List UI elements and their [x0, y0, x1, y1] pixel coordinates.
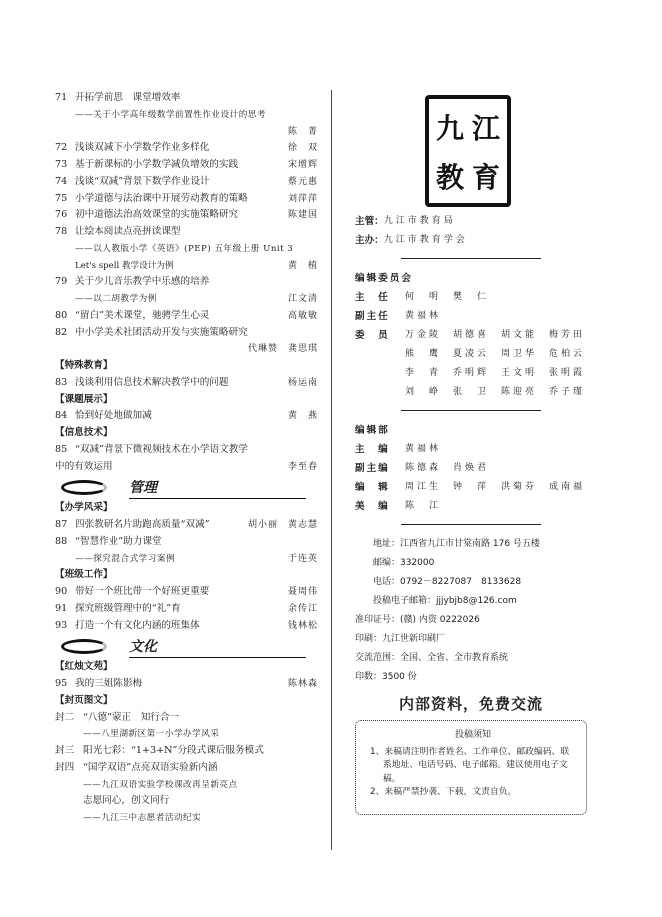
article-title: 中的有效运用: [55, 460, 113, 472]
article-author: 宋增辉: [287, 160, 318, 170]
member-names: 陈 江: [405, 501, 442, 511]
toc-row: [55, 107, 318, 124]
page-number: 90: [55, 586, 68, 597]
page-number: 88: [55, 535, 68, 547]
article-author: 陈林森: [287, 679, 318, 689]
toc-row: [55, 425, 318, 442]
article-author: 江文清: [287, 294, 318, 304]
seal-char: 育: [471, 160, 500, 194]
article-title: 恰到好处地做加减: [75, 410, 152, 422]
page-number: 79: [55, 276, 68, 288]
article-author: 代琳赞 龚思琪: [247, 344, 318, 355]
role-label: [355, 383, 405, 402]
article-title: “国学双语”点亮双语实验新内涵: [83, 761, 218, 773]
article-author: 高敏敏: [287, 310, 318, 321]
notice-title: 投稿须知: [454, 730, 491, 740]
toc-row: [55, 341, 318, 358]
page-number: 76: [55, 209, 68, 221]
member-names: 陈德森 肖焕君: [405, 463, 490, 473]
article-author: 陈 菁: [287, 126, 318, 137]
article-title: 浅谈利用信息技术解决教学中的问题: [75, 376, 229, 388]
page-number: 85: [55, 443, 68, 455]
article-title: 基于新课标的小学数学减负增效的实践: [75, 159, 239, 170]
ellipse-icon: [61, 639, 107, 654]
dept-row: [355, 440, 587, 459]
category-label: 【封页图文】: [55, 694, 113, 706]
dept-row: [355, 497, 587, 516]
article-author: 余传江: [287, 603, 318, 614]
page-number: 80: [55, 309, 68, 321]
toc-row: [55, 274, 318, 291]
toc-row: [55, 584, 318, 601]
contact-line: 地址：江西省九江市甘棠南路 176 号五楼: [373, 539, 540, 549]
page-number: 82: [55, 326, 68, 338]
role-label: 副主任: [355, 311, 390, 322]
page-number: 93: [55, 619, 68, 631]
article-title: “双减”背景下微视频技术在小学语文教学: [75, 443, 248, 455]
article-author: 黄 燕: [287, 411, 318, 422]
article-author: 杨运南: [287, 377, 318, 388]
article-author: 徐 双: [287, 143, 318, 154]
role-label: [355, 345, 405, 364]
committee-row: [355, 364, 587, 383]
submission-notice: [355, 720, 587, 815]
member-names: 李 青 乔明辉 王文明 张明霞: [405, 368, 586, 378]
toc-row: [55, 601, 318, 618]
article-title: 让绘本阅读点亮拼读课型: [75, 226, 181, 237]
page-number: 83: [55, 376, 68, 388]
category-label: 【红烛文苑】: [55, 661, 113, 673]
toc-row: [55, 408, 318, 425]
toc-row: [55, 375, 318, 392]
section-band-32: [55, 634, 318, 659]
role-label: 副主编: [355, 463, 390, 474]
article-title: ——探究混合式学习案例: [75, 553, 176, 564]
category-label: 【特殊教育】: [55, 360, 113, 371]
article-title: 志愿同心，创文同行: [83, 795, 170, 807]
sponsor-row: 主管： 九江市教育局: [355, 216, 456, 227]
committee-row: [355, 307, 587, 326]
article-title: 打造一个有文化内涵的班集体: [75, 619, 200, 631]
article-title: 中小学美术社团活动开发与实施策略研究: [75, 326, 248, 338]
seal-char: 江: [471, 111, 500, 145]
contact-line: 投稿电子邮箱：jjjybjb8@126.com: [373, 596, 517, 606]
committee-row: [355, 345, 587, 364]
toc-row: [55, 124, 318, 141]
toc-row: [55, 710, 318, 727]
role-label: [355, 364, 405, 383]
seal-char: 九: [435, 111, 464, 145]
toc-row: [55, 693, 318, 710]
page-number: 75: [55, 192, 68, 204]
dept-row: [355, 478, 587, 497]
print-info-line: 印数：3500 份: [355, 672, 417, 682]
rule: [401, 258, 541, 259]
committee-title: 编辑委员会: [355, 273, 413, 284]
toc-row: [55, 551, 318, 568]
category-label: 【办学风采】: [55, 502, 113, 514]
article-title: ——九江三中志愿者活动纪实: [83, 813, 202, 823]
page-number: 72: [55, 142, 68, 154]
toc-row: [55, 358, 318, 375]
page-number: 封二: [55, 711, 75, 723]
section-heading: 管理: [129, 477, 306, 499]
toc-row: [55, 157, 318, 174]
toc-row: [55, 325, 318, 342]
toc-row: [55, 676, 318, 693]
page-number: 95: [55, 678, 68, 689]
article-title: ——以二胡教学为例: [75, 294, 157, 304]
toc-row: [55, 777, 318, 794]
section-heading: 文化: [129, 636, 306, 658]
seal-char: 教: [435, 160, 464, 194]
toc-row: [55, 207, 318, 224]
article-title: 浅谈“双减”背景下数学作业设计: [75, 175, 210, 187]
article-author: 于连英: [287, 553, 318, 564]
member-names: 熊 鹰 夏凌云 周卫华 危柏云: [405, 349, 586, 359]
masthead: [355, 212, 587, 815]
article-author: 钱林松: [287, 620, 318, 631]
article-title: “八德”蒙正 知行合一: [83, 711, 180, 723]
notice-item: 2、来稿严禁抄袭、下载，文责自负。: [370, 787, 517, 797]
toc-row: [55, 241, 318, 258]
article-title: ——以人教版小学《英语》(PEP) 五年级上册 Unit 3: [75, 243, 294, 254]
toc-row: [55, 224, 318, 241]
toc-row: [55, 743, 318, 760]
role-label: 主 任: [355, 292, 390, 303]
role-label: 主 编: [355, 444, 390, 455]
article-title: ——关于小学高年级数学前置性作业设计的思考: [75, 109, 266, 120]
article-title: ——八里湖新区第一小学办学风采: [83, 729, 220, 740]
toc-row: [55, 291, 318, 308]
member-names: 何 明 樊 仁: [405, 292, 490, 302]
toc-row: [55, 191, 318, 208]
article-author: 刘萍萍: [287, 193, 318, 204]
page-number: 84: [55, 410, 68, 422]
print-info-line: 印刷：九江世新印刷厂: [355, 634, 446, 644]
committee-row: [355, 383, 587, 402]
toc-row: [55, 500, 318, 517]
member-names: 刘 峥 张 卫 陈迎亮 乔子瑾: [405, 387, 586, 397]
contact-line: 邮编：332000: [373, 558, 435, 568]
toc-row: [55, 517, 318, 534]
article-title: “智慧作业”助力课堂: [75, 535, 162, 547]
rule: [401, 410, 541, 411]
toc-row: [55, 726, 318, 743]
committee-row: [355, 326, 587, 345]
toc-row: [55, 258, 318, 275]
committee-row: [355, 288, 587, 307]
page-number: 87: [55, 519, 68, 530]
toc-row: [55, 567, 318, 584]
article-title: Let's spell 教学设计为例: [75, 260, 174, 271]
category-label: 【课题展示】: [55, 393, 113, 405]
article-title: 小学道德与法治课中开展劳动教育的策略: [75, 192, 248, 204]
article-title: 阳光七彩：“1+3+N”分段式课后服务模式: [83, 745, 264, 756]
toc-row: [55, 459, 318, 476]
sponsor-row: 主办： 九江市教育学会: [355, 235, 468, 246]
article-author: 李至春: [287, 461, 318, 472]
journal-seal-logo: [425, 95, 511, 207]
print-info-line: 准印证号：(赣) 内资 0222026: [355, 615, 480, 625]
article-author: 聂周伟: [287, 587, 318, 597]
ellipse-icon: [61, 480, 107, 495]
article-author: 胡小丽 黄志慧: [247, 520, 318, 530]
toc-row: [55, 174, 318, 191]
toc-row: [55, 810, 318, 827]
table-of-contents: [55, 90, 318, 827]
toc-row: [55, 534, 318, 551]
toc-row: [55, 392, 318, 409]
toc-row: [55, 140, 318, 157]
toc-row: [55, 793, 318, 810]
toc-row: [55, 760, 318, 777]
toc-row: [55, 659, 318, 676]
page-number: 封三: [55, 745, 75, 756]
notice-item: 1、来稿请注明作者姓名、工作单位、邮政编码、联系地址、电话号码、电子邮箱。建议使用电子文稿。: [370, 746, 570, 784]
article-title: 探究班级管理中的“礼”育: [75, 602, 181, 614]
member-names: 黄福林: [405, 444, 442, 454]
page-number: 71: [55, 92, 68, 103]
article-author: 黄 植: [287, 260, 318, 271]
article-title: 关于少儿音乐教学中乐感的培养: [75, 276, 210, 288]
toc-row: [55, 618, 318, 635]
article-title: 浅谈双减下小学数学作业多样化: [75, 142, 210, 154]
contact-line: 电话：0792－8227087 8133628: [373, 577, 522, 587]
member-names: 周江生 钟 萍 洪菊芬 成南福: [405, 482, 586, 492]
dept-title: 编辑部: [355, 425, 390, 436]
article-author: 陈建国: [287, 210, 318, 221]
page-number: 78: [55, 226, 68, 237]
category-label: 【班级工作】: [55, 569, 113, 581]
rule: [401, 524, 541, 525]
page-number: 91: [55, 602, 68, 614]
toc-row: [55, 442, 318, 459]
article-author: 蔡元惠: [287, 176, 318, 187]
article-title: 开拓学前思 课堂增效率: [75, 92, 181, 103]
section-band-23: [55, 475, 318, 500]
slogan: 内部资料，免费交流: [398, 695, 543, 713]
article-title: 带好一个班比带一个好班更重要: [75, 586, 210, 597]
print-info-line: 交流范围：全国、全省、全市教育系统: [355, 653, 509, 663]
page-number: 74: [55, 175, 68, 187]
role-label: 委 员: [355, 330, 390, 341]
dept-row: [355, 459, 587, 478]
role-label: 美 编: [355, 501, 390, 512]
article-title: “留白”美术课堂，驰骋学生心灵: [75, 309, 210, 321]
page-number: 封四: [55, 761, 75, 773]
article-title: ——九江双语实验学校课改再呈新亮点: [83, 779, 238, 790]
article-title: 我的三姐陈影梅: [75, 678, 143, 689]
article-title: 四张教研名片助跑高质量“双减”: [75, 519, 210, 530]
member-names: 万金陵 胡德喜 胡文能 梅芳田: [405, 330, 586, 340]
column-divider: [331, 90, 332, 850]
toc-row: [55, 308, 318, 325]
role-label: 编 辑: [355, 482, 390, 493]
toc-row: [55, 90, 318, 107]
category-label: 【信息技术】: [55, 427, 113, 438]
page-number: 73: [55, 159, 68, 170]
article-title: 初中道德法治高效课堂的实施策略研究: [75, 209, 239, 221]
member-names: 黄福林: [405, 311, 442, 321]
